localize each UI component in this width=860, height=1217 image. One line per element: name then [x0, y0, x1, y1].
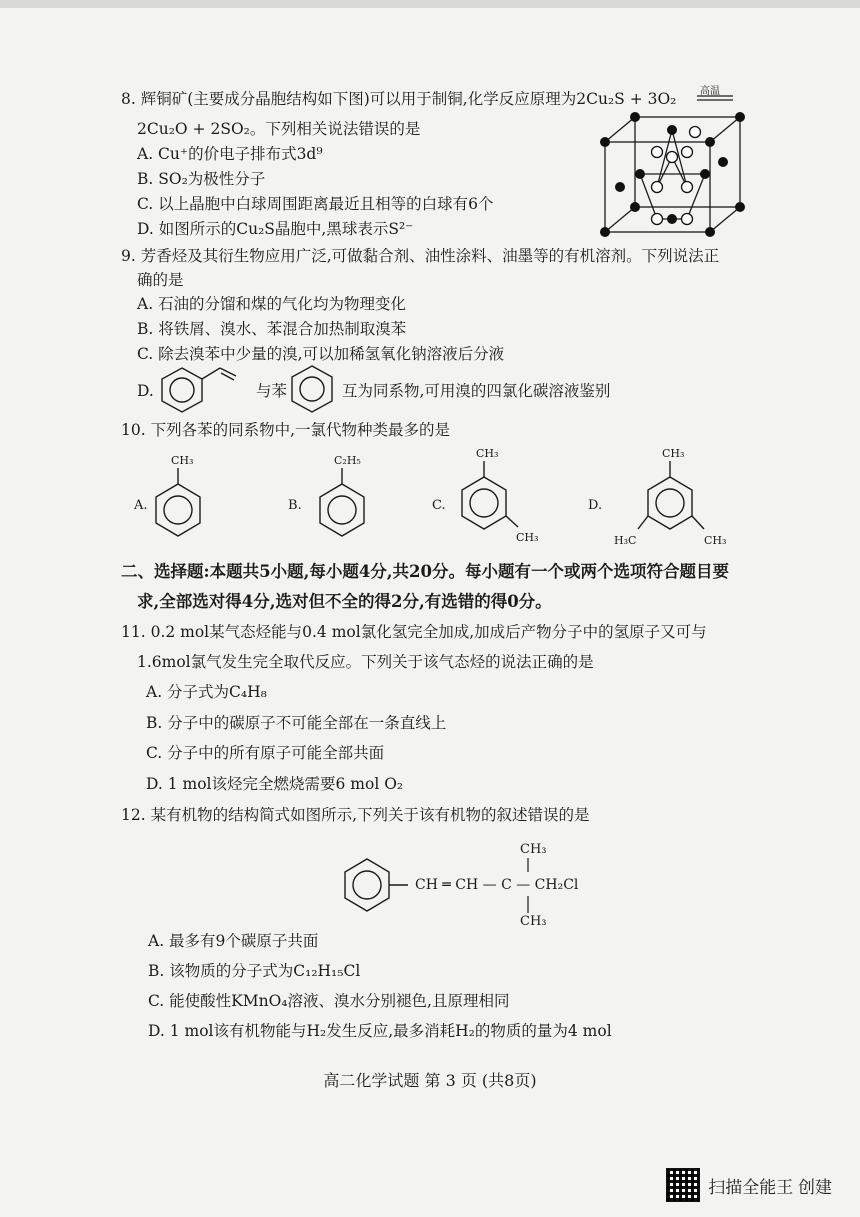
m-xylene-structure	[448, 445, 548, 545]
q10-label-a: A.	[134, 498, 148, 513]
q10-label-c: C.	[432, 498, 446, 513]
q10-stem: 10. 下列各苯的同系物中,一氯代物种类最多的是	[121, 421, 451, 439]
q8-option-b: B. SO₂为极性分子	[137, 170, 266, 188]
q9-option-c: C. 除去溴苯中少量的溴,可以加稀氢氧化钠溶液后分液	[137, 345, 505, 363]
q12-option-b: B. 该物质的分子式为C₁₂H₁₅Cl	[148, 962, 361, 980]
q11-option-c: C. 分子中的所有原子可能全部共面	[146, 744, 385, 762]
q10-a-group: CH₃	[171, 454, 194, 467]
q12-vertical-bonds	[527, 858, 531, 918]
qr-code-icon	[666, 1168, 700, 1202]
q12-option-d: D. 1 mol该有机物能与H₂发生反应,最多消耗H₂的物质的量为4 mol	[148, 1022, 612, 1040]
q10-c-group-top: CH₃	[476, 447, 499, 460]
q8-line1: 8. 辉铜矿(主要成分晶胞结构如下图)可以用于制铜,化学反应原理为2Cu₂S + 3O₂	[121, 90, 677, 108]
q9-line2: 确的是	[137, 271, 184, 289]
q12-benzene-ring	[340, 855, 410, 915]
q11-option-b: B. 分子中的碳原子不可能全部在一条直线上	[146, 714, 447, 732]
q12-top-methyl: CH₃	[520, 842, 547, 857]
benzene-structure	[292, 364, 342, 414]
q8-option-d: D. 如图所示的Cu₂S晶胞中,黑球表示S²⁻	[137, 220, 414, 238]
q12-option-a: A. 最多有9个碳原子共面	[148, 932, 319, 950]
scan-edge	[0, 0, 860, 8]
q12-stem: 12. 某有机物的结构简式如图所示,下列关于该有机物的叙述错误的是	[121, 806, 590, 824]
q9-line1: 9. 芳香烃及其衍生物应用广泛,可做黏合剂、油性涂料、油墨等的有机溶剂。下列说法正	[121, 247, 720, 265]
crystal-cell-figure	[595, 112, 755, 237]
q10-d-group-left: H₃C	[614, 534, 637, 547]
mesitylene-structure	[612, 445, 742, 555]
q11-option-a: A. 分子式为C₄H₈	[146, 683, 267, 701]
q12-chain: CH ═ CH — C — CH₂Cl	[415, 877, 579, 893]
q9-option-d-label: D.	[137, 382, 154, 400]
q8-option-c: C. 以上晶胞中白球周围距离最近且相等的白球有6个	[137, 195, 494, 213]
q10-d-group-right: CH₃	[704, 534, 727, 547]
q9-option-d-end: 互为同系物,可用溴的四氯化碳溶液鉴别	[342, 382, 611, 400]
ethylbenzene-structure	[306, 450, 376, 545]
section2-line1: 二、选择题:本题共5小题,每小题4分,共20分。每小题有一个或两个选项符合题目要	[121, 562, 730, 581]
q9-option-a: A. 石油的分馏和煤的气化均为物理变化	[137, 295, 407, 313]
q8-condition: 高温	[700, 86, 720, 97]
q11-option-d: D. 1 mol该烃完全燃烧需要6 mol O₂	[146, 775, 404, 793]
q8-line2: 2Cu₂O + 2SO₂。下列相关说法错误的是	[137, 120, 421, 138]
q10-c-group-bottom: CH₃	[516, 531, 539, 544]
q11-line1: 11. 0.2 mol某气态烃能与0.4 mol氯化氢完全加成,加成后产物分子中的氢原子又可与	[121, 623, 707, 641]
q9-option-d-mid: 与苯	[256, 382, 288, 400]
q10-b-group: C₂H₅	[334, 454, 361, 467]
q10-d-group-top: CH₃	[662, 447, 685, 460]
toluene-structure	[148, 450, 218, 545]
q12-option-c: C. 能使酸性KMnO₄溶液、溴水分别褪色,且原理相同	[148, 992, 510, 1010]
q10-label-b: B.	[288, 498, 302, 513]
q11-line2: 1.6mol氯气发生完全取代反应。下列关于该气态烃的说法正确的是	[137, 653, 594, 671]
page-footer: 高二化学试题 第 3 页 (共8页)	[323, 1071, 537, 1090]
q8-equal-sign	[697, 95, 737, 103]
watermark-text: 扫描全能王 创建	[708, 1177, 832, 1197]
q12-bottom-methyl: CH₃	[520, 914, 547, 929]
q8-option-a: A. Cu⁺的价电子排布式3d⁹	[137, 145, 323, 163]
styrene-structure	[160, 364, 250, 414]
scanner-watermark	[666, 1168, 832, 1202]
q9-option-b: B. 将铁屑、溴水、苯混合加热制取溴苯	[137, 320, 407, 338]
section2-line2: 求,全部选对得4分,选对但不全的得2分,有选错的得0分。	[137, 592, 552, 611]
q10-label-d: D.	[588, 498, 603, 513]
